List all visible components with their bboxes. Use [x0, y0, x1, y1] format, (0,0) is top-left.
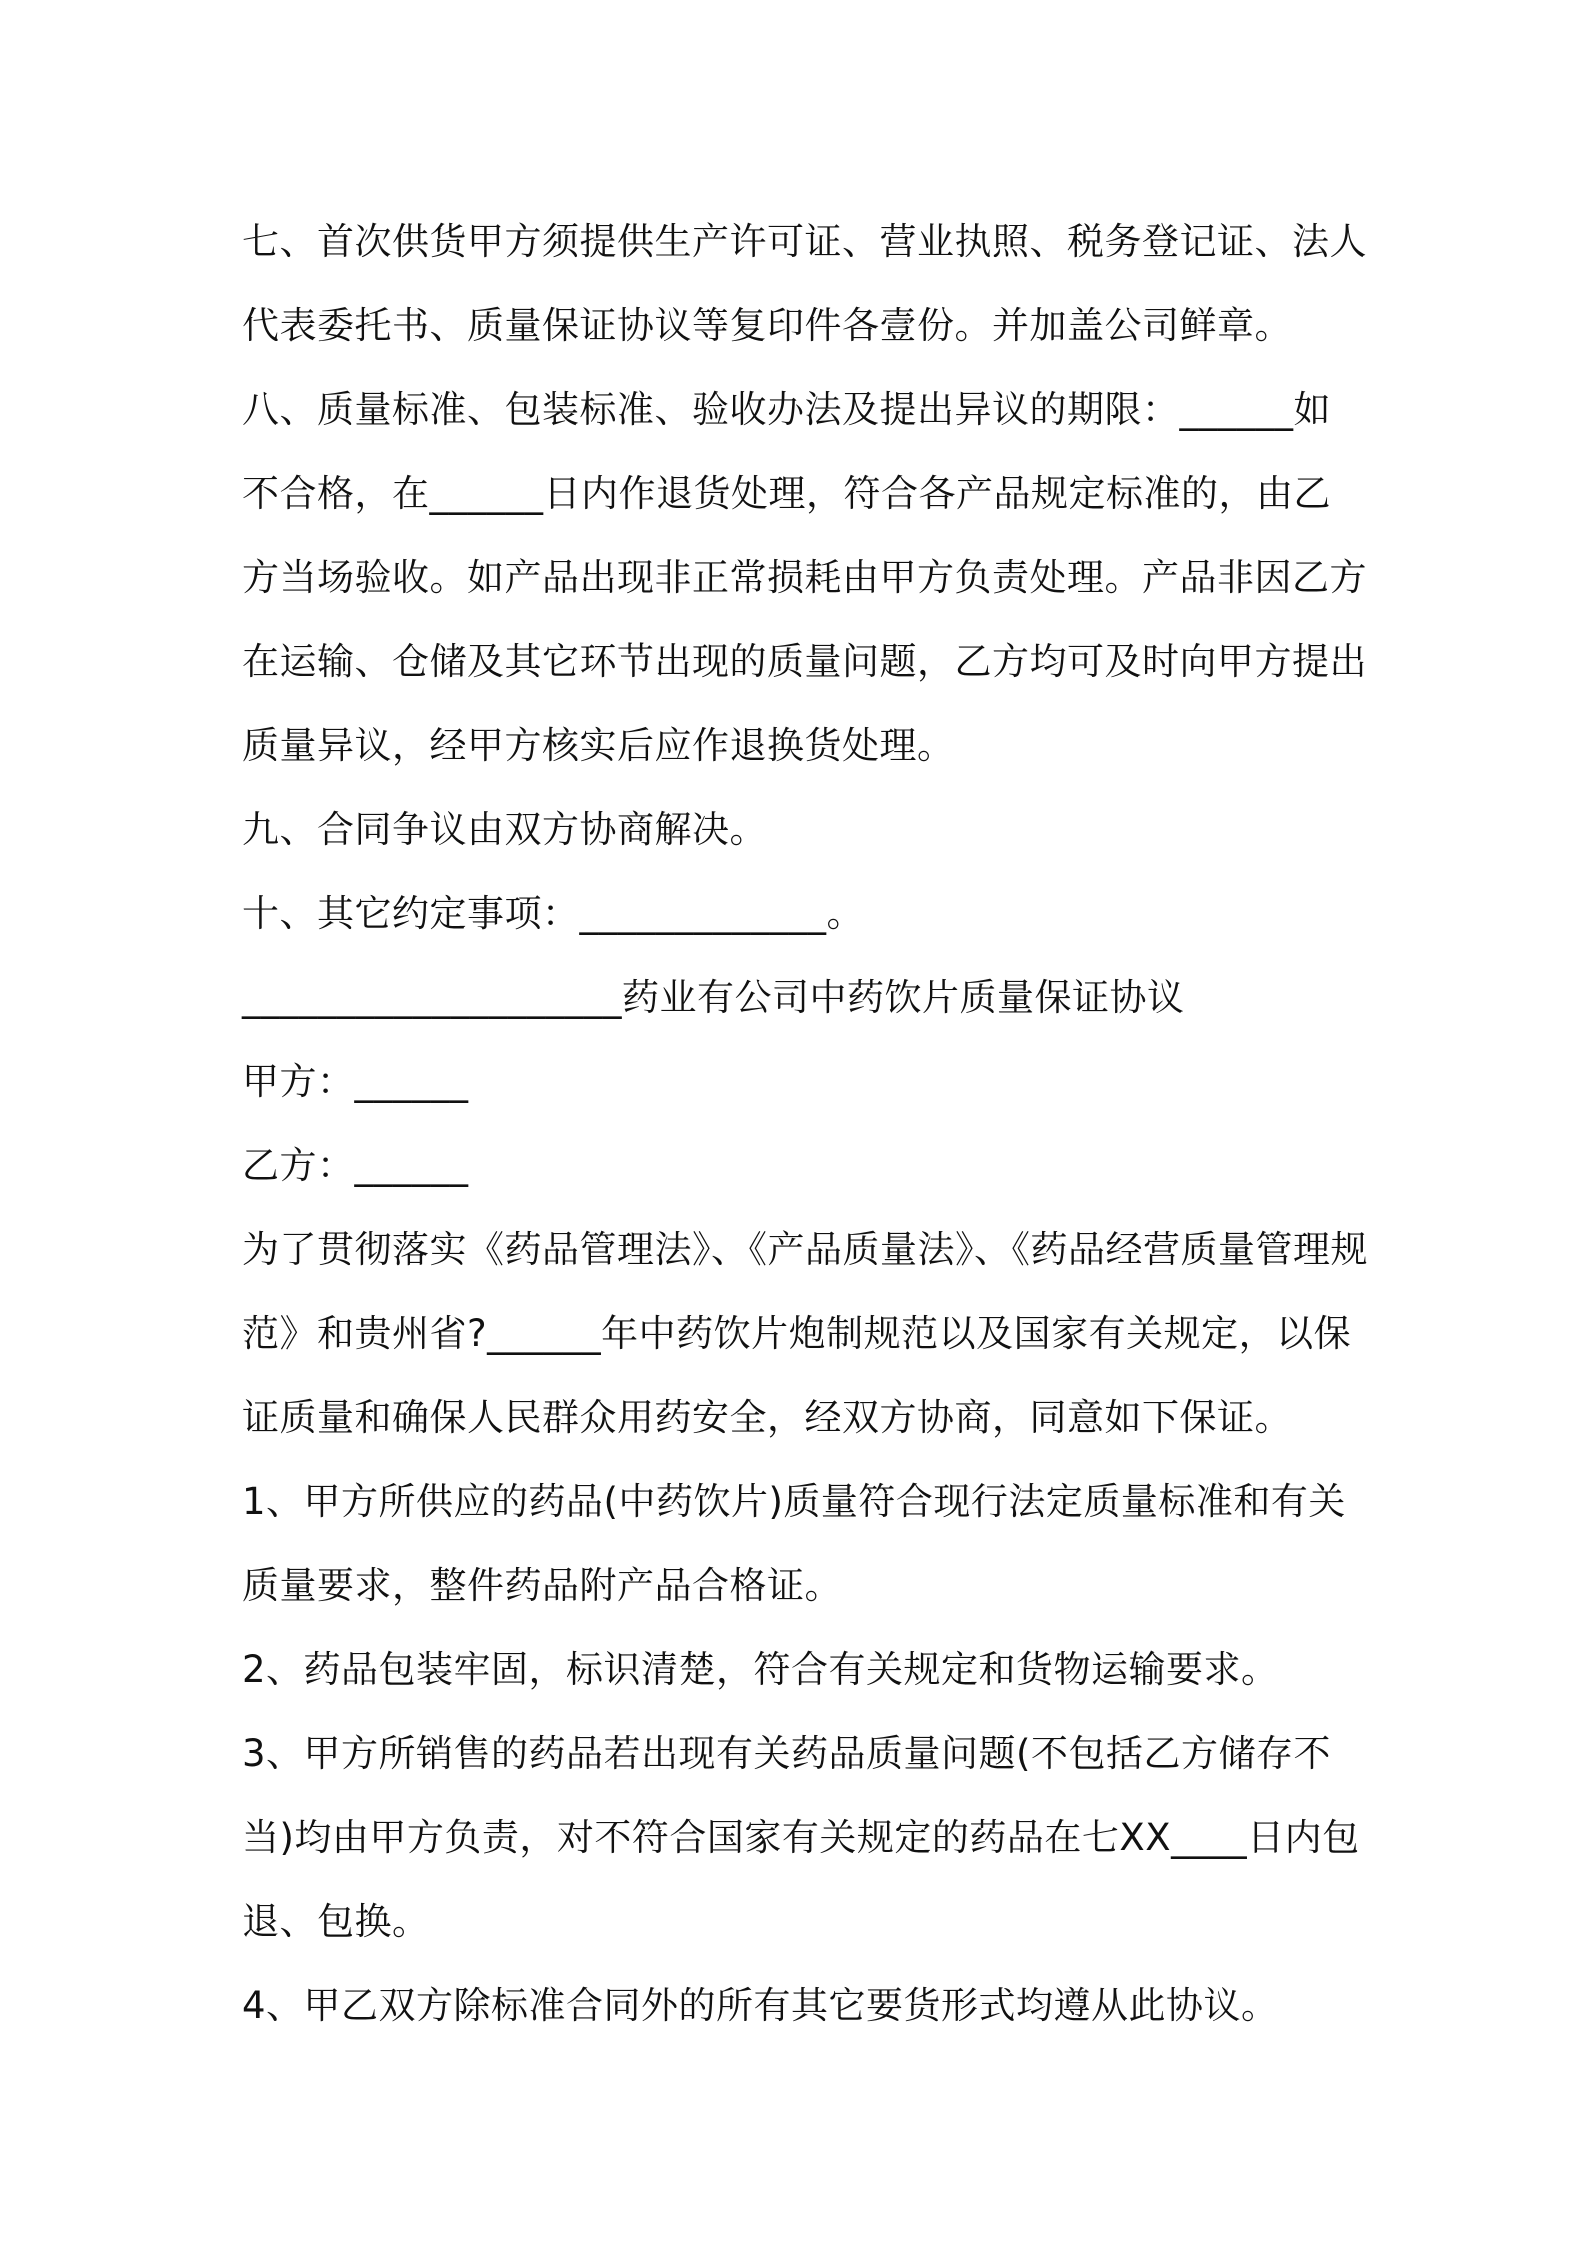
- text-line: 3、甲方所销售的药品若出现有关药品质量问题(不包括乙方储存不: [242, 1732, 1331, 1775]
- clause-8-paragraph: [242, 368, 1367, 788]
- text-line: 乙方：______: [242, 1144, 469, 1187]
- text-line: 十、其它约定事项：_____________。: [242, 892, 864, 935]
- text-line: 七、首次供货甲方须提供生产许可证、营业执照、税务登记证、法人: [242, 220, 1367, 263]
- text-line: 2、药品包装牢固，标识清楚，符合有关规定和货物运输要求。: [242, 1648, 1279, 1691]
- item-3-paragraph: [242, 1712, 1362, 1964]
- text-line: 甲方：______: [242, 1060, 469, 1103]
- agreement-title: [242, 956, 1362, 1040]
- text-line: 为了贯彻落实《药品管理法》、《产品质量法》、《药品经营质量管理规: [242, 1228, 1368, 1271]
- text-line: 1、甲方所供应的药品(中药饮片)质量符合现行法定质量标准和有关: [242, 1480, 1346, 1523]
- text-line: 证质量和确保人民群众用药安全，经双方协商，同意如下保证。: [242, 1396, 1292, 1439]
- text-line: 在运输、仓储及其它环节出现的质量问题，乙方均可及时向甲方提出: [242, 640, 1367, 683]
- party-a-line: [242, 1040, 1362, 1124]
- text-line: ____________________药业有公司中药饮片质量保证协议: [242, 976, 1185, 1019]
- document-body: [242, 200, 1368, 2048]
- text-line: 不合格，在______日内作退货处理，符合各产品规定标准的，由乙: [242, 472, 1331, 515]
- text-line: 八、质量标准、包装标准、验收办法及提出异议的期限：______如: [242, 388, 1331, 431]
- text-line: 退、包换。: [242, 1900, 430, 1943]
- preamble-paragraph: [242, 1208, 1368, 1460]
- text-line: 质量异议，经甲方核实后应作退换货处理。: [242, 724, 955, 767]
- item-1-paragraph: [242, 1460, 1362, 1628]
- text-line: 九、合同争议由双方协商解决。: [242, 808, 767, 851]
- clause-9-paragraph: [242, 788, 1362, 872]
- item-4-paragraph: [242, 1964, 1362, 2048]
- party-b-line: [242, 1124, 1362, 1208]
- item-2-paragraph: [242, 1628, 1362, 1712]
- clause-7-paragraph: [242, 200, 1367, 368]
- text-line: 质量要求，整件药品附产品合格证。: [242, 1564, 842, 1607]
- text-line: 方当场验收。如产品出现非正常损耗由甲方负责处理。产品非因乙方: [242, 556, 1367, 599]
- text-line: 当)均由甲方负责，对不符合国家有关规定的药品在七XX____日内包: [242, 1816, 1360, 1859]
- text-line: 范》和贵州省?______年中药饮片炮制规范以及国家有关规定，以保: [242, 1312, 1352, 1355]
- text-line: 4、甲乙双方除标准合同外的所有其它要货形式均遵从此协议。: [242, 1984, 1279, 2027]
- text-line: 代表委托书、质量保证协议等复印件各壹份。并加盖公司鲜章。: [242, 304, 1292, 347]
- clause-10-paragraph: [242, 872, 1362, 956]
